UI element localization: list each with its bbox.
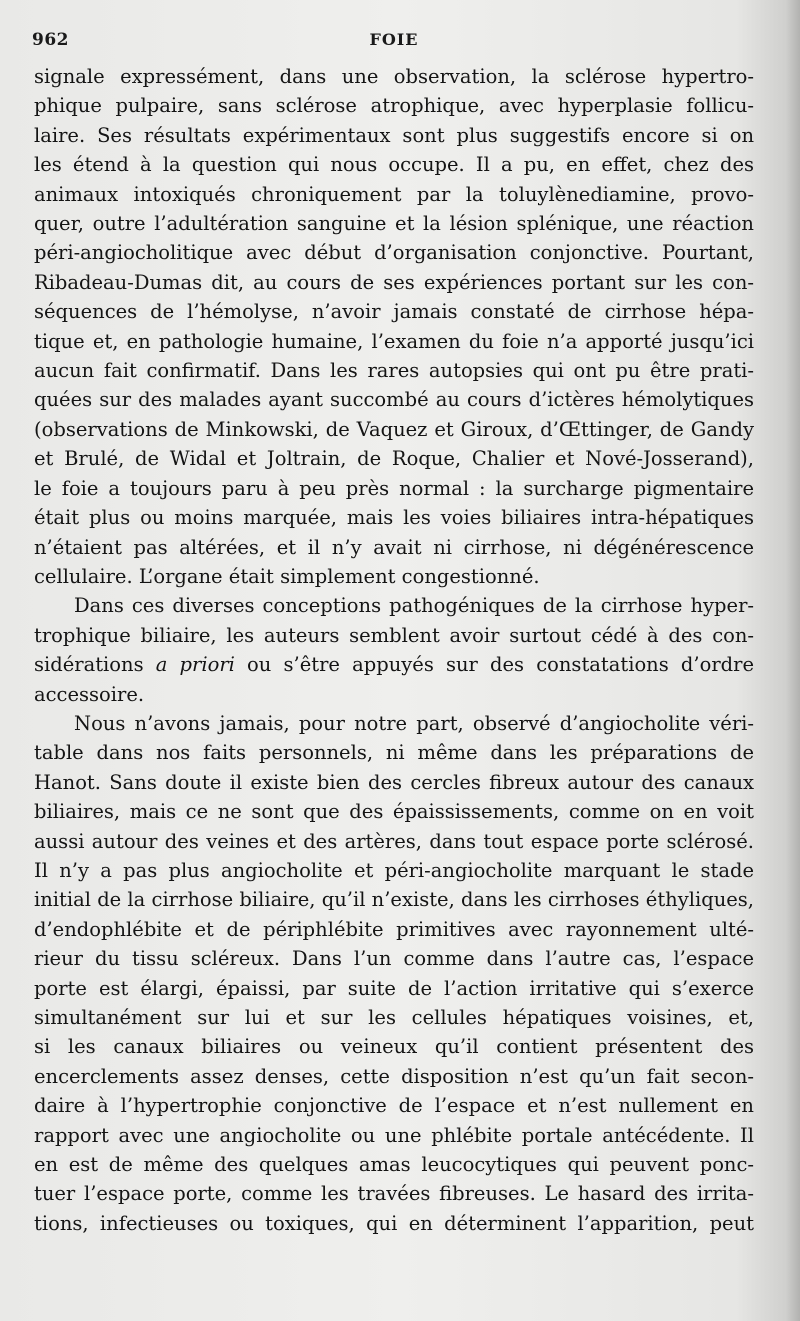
text-line: tions, infectieuses ou toxiques, qui en déterminent l’apparition, peut — [34, 1211, 754, 1235]
text-line: séquences de l’hémolyse, n’avoir jamais constaté de cirrhose hépa- — [34, 300, 754, 324]
text-line: et Brulé, de Widal et Joltrain, de Roque, Chalier et Nové-Josserand), — [34, 447, 754, 471]
text-line: si les canaux biliaires ou veineux qu’il contient présentent des — [34, 1035, 754, 1059]
running-head: FOIE — [369, 30, 419, 49]
text-line: d’endophlébite et de périphlébite primitives avec rayonnement ulté- — [34, 917, 754, 941]
text-line: encerclements assez denses, cette disposition n’est qu’un fait secon- — [34, 1064, 754, 1088]
text-line: péri-angiocholitique avec début d’organisation conjonctive. Pourtant, — [34, 241, 754, 265]
text-line: signale expressément, dans une observation, la sclérose hypertro- — [34, 65, 754, 88]
text-line: Dans ces diverses conceptions pathogéniques de la cirrhose hyper- — [74, 594, 754, 618]
text-line: trophique biliaire, les auteurs semblent avoir surtout cédé à des con- — [34, 623, 754, 647]
text-line: aucun fait confirmatif. Dans les rares autopsies qui ont pu être prati- — [34, 359, 754, 383]
text-line: porte est élargi, épaissi, par suite de l’action irritative qui s’exerce — [34, 976, 754, 1000]
text-line: quer, outre l’adultération sanguine et la lésion splénique, une réaction — [34, 212, 754, 236]
text-line: n’étaient pas altérées, et il n’y avait ni cirrhose, ni dégénérescence — [34, 535, 754, 559]
text-line: en est de même des quelques amas leucocytiques qui peuvent ponc- — [34, 1153, 754, 1177]
text-line: initial de la cirrhose biliaire, qu’il n’existe, dans les cirrhoses éthyliques, — [34, 888, 754, 912]
text-line: animaux intoxiqués chroniquement par la toluylènediamine, provo- — [34, 182, 754, 206]
text-line: aussi autour des veines et des artères, dans tout espace porte sclérosé. — [34, 829, 754, 853]
text-line: Hanot. Sans doute il existe bien des cercles fibreux autour des canaux — [34, 770, 754, 794]
text-line: accessoire. — [34, 682, 145, 706]
text-line: quées sur des malades ayant succombé au cours d’ictères hémolytiques — [34, 388, 754, 412]
text-line: phique pulpaire, sans sclérose atrophique, avec hyperplasie follicu- — [34, 94, 754, 118]
text-line: tique et, en pathologie humaine, l’examen du foie n’a apporté jusqu’ici — [34, 329, 754, 353]
text-line: rieur du tissu scléreux. Dans l’un comme dans l’autre cas, l’espace — [34, 947, 754, 971]
text-line: daire à l’hypertrophie conjonctive de l’espace et n’est nullement en — [34, 1094, 754, 1118]
text-line: Il n’y a pas plus angiocholite et péri-angiocholite marquant le stade — [34, 858, 754, 882]
text-line: table dans nos faits personnels, ni même dans les préparations de — [34, 741, 754, 765]
paragraph — [34, 62, 754, 591]
text-line: Nous n’avons jamais, pour notre part, observé d’angiocholite véri- — [74, 711, 754, 735]
text-line: cellulaire. L’organe était simplement congestionné. — [34, 564, 540, 588]
text-line: (observations de Minkowski, de Vaquez et Giroux, d’Œttinger, de Gandy — [34, 417, 754, 441]
text-line: tuer l’espace porte, comme les travées fibreuses. Le hasard des irrita- — [34, 1182, 754, 1206]
text-line: biliaires, mais ce ne sont que des épaississements, comme on en voit — [34, 800, 754, 824]
text-line: était plus ou moins marquée, mais les voies biliaires intra-hépatiques — [34, 506, 754, 530]
page-edge-shadow — [786, 0, 800, 1321]
paragraph — [34, 591, 754, 709]
text-line: rapport avec une angiocholite ou une phlébite portale antécédente. Il — [34, 1123, 754, 1147]
page-header — [32, 30, 756, 60]
text-line: sidérations a priori ou s’être appuyés sur des constatations d’ordre — [34, 653, 754, 677]
body-text — [34, 62, 754, 1238]
page-number: 962 — [32, 30, 69, 50]
text-line: laire. Ses résultats expérimentaux sont plus suggestifs encore si on — [34, 123, 754, 147]
text-line: simultanément sur lui et sur les cellules hépatiques voisines, et, — [34, 1006, 754, 1029]
text-line: le foie a toujours paru à peu près normal : la surcharge pigmentaire — [34, 476, 754, 500]
text-line: les étend à la question qui nous occupe. Il a pu, en effet, chez des — [34, 153, 754, 177]
paragraph — [34, 709, 754, 1238]
text-line: Ribadeau-Dumas dit, au cours de ses expériences portant sur les con- — [34, 270, 754, 294]
